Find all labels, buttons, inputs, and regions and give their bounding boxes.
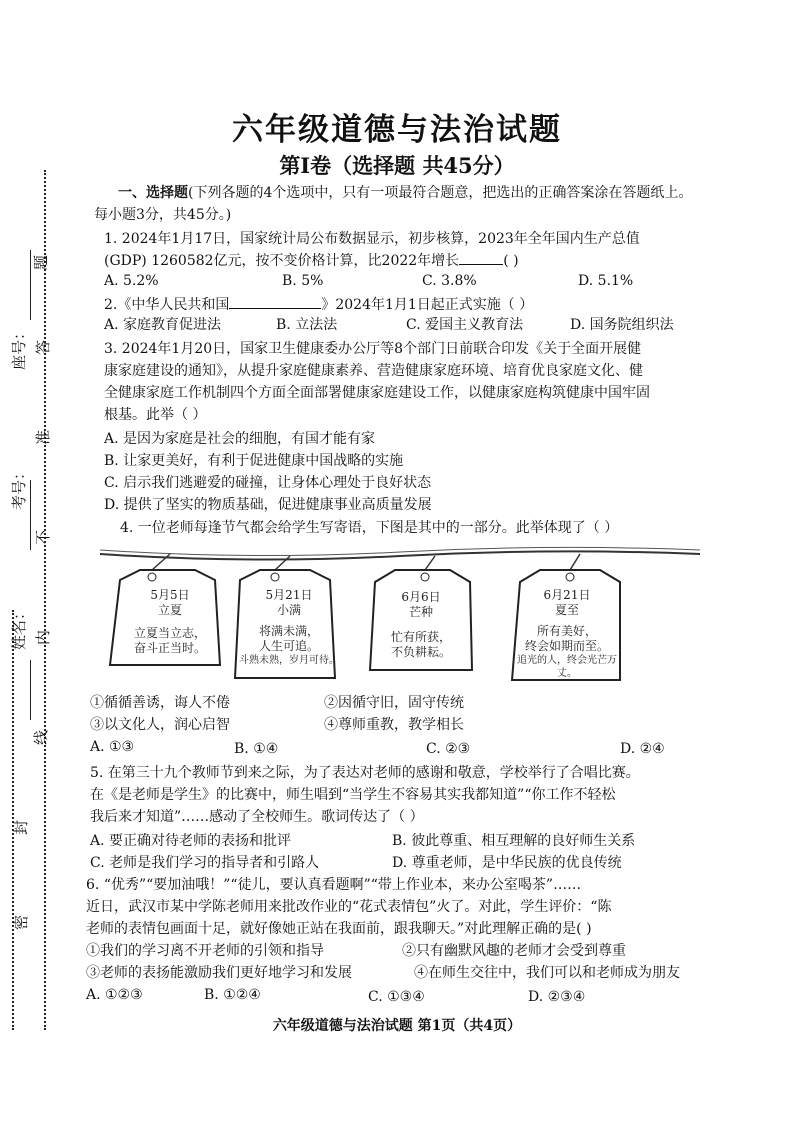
- q6-stem-line3: 老师的表情包画面十足，就好像她正站在我面前，跟我聊天。”对此理解正确的是( ): [86, 921, 592, 937]
- q1-option-c: C. 3.8%: [422, 273, 477, 289]
- tag-4-msg1: 所有美好，: [536, 624, 597, 638]
- q3-option-c: C. 启示我们逃避爱的碰撞，让身体心理处于良好状态: [104, 475, 432, 491]
- seal-char-answer: 答: [34, 339, 52, 355]
- seal-char-question: 题: [32, 254, 50, 270]
- q6-stem-line1: 6. “优秀”“要加油哦！”“徒儿，要认真看题啊”“带上作业本，来办公室喝茶”……: [86, 877, 582, 893]
- q3-option-a: A. 是因为家庭是社会的细胞，有国才能有家: [104, 431, 376, 447]
- tag-3-msg2: 不负耕耘。: [390, 645, 451, 659]
- q2-stem-b: 》2024年1月1日起正式实施（ ）: [321, 297, 534, 313]
- tag-3-date: 6月6日: [401, 590, 441, 604]
- tag-4-text: [514, 588, 620, 680]
- q3-stem-line4: 根基。此举（ ）: [104, 407, 207, 423]
- instructions: [118, 184, 692, 202]
- q1-stem-line2: [104, 250, 519, 270]
- seal-char-xian: 线: [32, 729, 50, 745]
- q2-stem-a: 2.《中华人民共和国: [104, 297, 230, 313]
- q2-stem: [104, 294, 533, 314]
- tag-2-text: [236, 588, 342, 667]
- q6-option-a: A. ①②③: [86, 987, 143, 1003]
- q2-option-d: D. 国务院组织法: [570, 317, 674, 333]
- q3-stem-line2: 康家庭建设的通知》，从提升家庭健康素养、营造健康家庭环境、培育优良家庭文化、健: [104, 363, 643, 379]
- q3-option-d: D. 提供了坚实的物质基础，促进健康事业高质量发展: [104, 497, 432, 513]
- q3-stem-line1: 3. 2024年1月20日，国家卫生健康委办公厅等8个部门日前联合印发《关于全面开展健: [104, 341, 642, 357]
- q4-option-b: B. ①④: [234, 741, 279, 757]
- tag-2-msg3: 斗熟未熟，岁月可待。: [239, 655, 339, 666]
- q4-statement-4: ④尊师重教，教学相长: [324, 717, 464, 733]
- tag-1-msg1: 立夏当立志，: [133, 626, 206, 640]
- tag-4-msg2: 终会如期而至。: [524, 639, 609, 653]
- q1-paren: ( ): [503, 253, 519, 269]
- q6-option-c: C. ①③④: [368, 989, 425, 1005]
- instructions-line2: 每小题3分，共45分。): [94, 207, 232, 223]
- tag-1-term: 立夏: [157, 603, 182, 617]
- q5-option-d: D. 尊重老师，是中华民族的优良传统: [392, 855, 622, 871]
- tag-2-term: 小满: [276, 603, 301, 617]
- tag-2-msg2: 人生可追。: [258, 639, 319, 653]
- q2-blank: [229, 294, 321, 309]
- tag-2-msg1: 将满未满，: [258, 624, 319, 638]
- tag-3-term: 芒种: [408, 605, 433, 619]
- name-label: 姓名：: [10, 604, 28, 650]
- tag-4-msg3: 追光的人，终会光芒万丈。: [517, 655, 617, 679]
- q6-statement-2: ②只有幽默风趣的老师才会受到尊重: [402, 943, 626, 959]
- q6-option-b: B. ①②④: [204, 987, 261, 1003]
- q4-statement-2: ②因循守旧，固守传统: [324, 695, 464, 711]
- q5-option-b: B. 彼此尊重、相互理解的良好师生关系: [392, 833, 636, 849]
- name-field-underline: [30, 660, 32, 720]
- q3-stem-line3: 全健康家庭工作机制四个方面全面部署健康家庭建设工作，以健康家庭构筑健康中国牢固: [104, 385, 650, 401]
- q6-statement-3: ③老师的表扬能激励我们更好地学习和发展: [86, 965, 352, 981]
- exam-no-label: 考号：: [10, 464, 28, 510]
- q4-statement-1: ①循循善诱，诲人不倦: [90, 695, 230, 711]
- seal-char-mi: 密: [12, 914, 30, 930]
- q2-option-c: C. 爱国主义教育法: [406, 317, 524, 333]
- q4-statement-3: ③以文化人，润心启智: [90, 717, 230, 733]
- instructions-text: (下列各题的4个选项中，只有一项最符合题意，把选出的正确答案涂在答题纸上。: [188, 185, 693, 201]
- tag-3-msg1: 忙有所获，: [390, 630, 451, 644]
- q1-option-a: A. 5.2%: [104, 273, 159, 289]
- q3-option-b: B. 让家更美好，有利于促进健康中国战略的实施: [104, 453, 404, 469]
- tag-1-msg2: 奋斗正当时。: [133, 641, 206, 655]
- tag-1-date: 5月5日: [150, 588, 190, 602]
- section-heading: 一、选择题: [118, 185, 188, 201]
- q5-stem-line3: 我后来才知道”……感动了全校师生。歌词传达了（ ）: [90, 809, 424, 825]
- q2-option-a: A. 家庭教育促进法: [104, 317, 222, 333]
- q1-blank: [459, 250, 503, 265]
- seal-char-zhun: 准: [34, 429, 52, 445]
- tag-3-text: [372, 590, 470, 660]
- q6-statement-4: ④在师生交往中，我们可以和老师成为朋友: [414, 965, 680, 981]
- page-title: 六年级道德与法治试题: [232, 112, 562, 148]
- q6-stem-line2: 近日，武汉市某中学陈老师用来批改作业的“花式表情包”火了。对此，学生评价：“陈: [86, 899, 612, 915]
- q2-option-b: B. 立法法: [276, 317, 338, 333]
- tag-1-text: [112, 588, 228, 656]
- q1-stem-text: (GDP) 1260582亿元，按不变价格计算，比2022年增长: [104, 253, 460, 269]
- q4-option-c: C. ②③: [426, 741, 471, 757]
- q4-option-d: D. ②④: [620, 741, 665, 757]
- tag-4-term: 夏至: [554, 603, 579, 617]
- tag-2-date: 5月21日: [265, 588, 313, 602]
- seal-char-feng: 封: [12, 819, 30, 835]
- q4-stem: 4. 一位老师每逢节气都会给学生写寄语，下图是其中的一部分。此举体现了（ ）: [120, 520, 619, 536]
- seal-char-bu: 不: [34, 529, 52, 545]
- q5-option-a: A. 要正确对待老师的表扬和批评: [90, 833, 292, 849]
- q6-statement-1: ①我们的学习离不开老师的引领和指导: [86, 943, 324, 959]
- q5-option-c: C. 老师是我们学习的指导者和引路人: [90, 855, 320, 871]
- q1-option-b: B. 5%: [282, 273, 324, 289]
- q1-option-d: D. 5.1%: [578, 273, 634, 289]
- section-subtitle: 第Ⅰ卷（选择题 共45分）: [279, 153, 515, 178]
- q4-option-a: A. ①③: [90, 739, 135, 755]
- q6-option-d: D. ②③④: [528, 989, 586, 1005]
- seal-char-nei: 内: [34, 629, 52, 645]
- binding-dotted-line: [44, 170, 46, 1030]
- q5-stem-line1: 5. 在第三十九个教师节到来之际，为了表达对老师的感谢和敬意，学校举行了合唱比赛。: [90, 765, 640, 781]
- tag-4-date: 6月21日: [543, 588, 591, 602]
- q5-stem-line2: 在《是老师是学生》的比赛中，师生唱到“当学生不容易其实我都知道”“你工作不轻松: [90, 787, 616, 803]
- q1-stem-line1: 1. 2024年1月17日，国家统计局公布数据显示，初步核算，2023年全年国内生产总值: [104, 231, 640, 247]
- seat-label: 座号：: [10, 324, 28, 370]
- page-footer: 六年级道德与法治试题 第1页（共4页）: [272, 1018, 522, 1034]
